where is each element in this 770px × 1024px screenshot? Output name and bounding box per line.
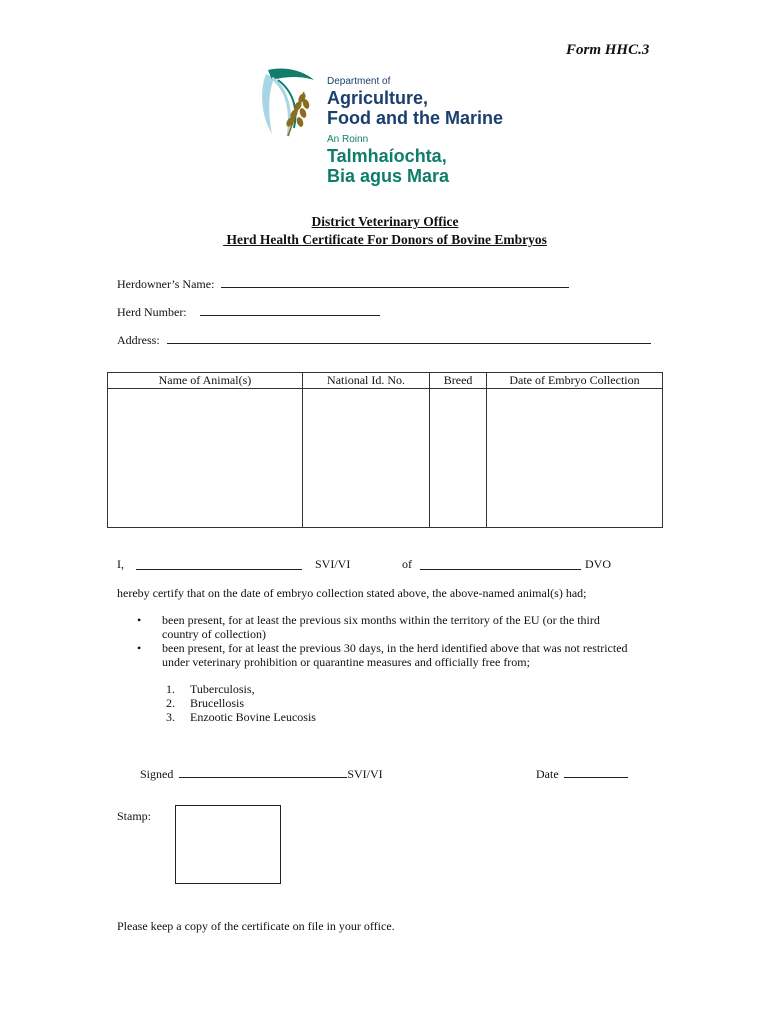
breed-cell[interactable]	[430, 389, 487, 528]
logo-line-5: Talmhaíochta,	[327, 146, 447, 166]
national-id-cell[interactable]	[302, 389, 429, 528]
disease-number: 1.	[166, 682, 175, 696]
col-id-header: National Id. No.	[302, 373, 429, 389]
department-logo	[258, 64, 324, 149]
stamp-box[interactable]	[175, 805, 281, 884]
collection-date-cell[interactable]	[486, 389, 662, 528]
list-item	[166, 710, 316, 724]
col-date-header: Date of Embryo Collection	[486, 373, 662, 389]
animal-name-cell[interactable]	[108, 389, 303, 528]
logo-line-4: An Roinn	[327, 134, 369, 145]
disease-name: Enzootic Bovine Leucosis	[190, 710, 316, 724]
disease-name: Brucellosis	[190, 696, 244, 710]
list-item: • been present, for at least the previous 30 days, in the herd identified above that was not restricted under veterinary prohibition or quarantine measures and officially free from;	[117, 641, 637, 669]
disease-number: 2.	[166, 696, 175, 710]
address-label: Address:	[117, 333, 160, 347]
herdowner-input[interactable]	[221, 276, 569, 288]
list-item	[166, 682, 316, 696]
signed-label: Signed	[140, 767, 174, 781]
herdowner-row	[117, 276, 569, 292]
vet-name-input[interactable]	[136, 558, 302, 570]
conditions-list	[117, 613, 637, 669]
wheat-logo-icon	[258, 64, 324, 144]
table-header-row	[108, 373, 663, 389]
herd-number-row	[117, 304, 380, 320]
form-id: Form HHC.3	[566, 42, 650, 58]
list-item	[166, 696, 316, 710]
animals-table	[107, 372, 663, 528]
disease-name: Tuberculosis,	[190, 682, 255, 696]
list-item: • been present, for at least the previous six months within the territory of the EU (or the third country of collection)	[117, 613, 637, 641]
herd-number-label: Herd Number:	[117, 305, 187, 319]
dvo-label: DVO	[585, 557, 611, 571]
signed-svi-label: SVI/VI	[347, 767, 383, 781]
herd-number-input[interactable]	[200, 304, 380, 316]
address-row	[117, 332, 651, 348]
date-row	[536, 766, 628, 782]
signed-row	[140, 766, 383, 782]
logo-line-2: Agriculture,	[327, 88, 429, 108]
col-name-header: Name of Animal(s)	[108, 373, 303, 389]
certify-statement: hereby certify that on the date of embryo collection stated above, the above-named animal(s) had;	[117, 586, 587, 600]
of-label: of	[402, 557, 412, 571]
svi-label: SVI/VI	[315, 557, 351, 571]
date-input[interactable]	[564, 766, 628, 778]
disease-list	[166, 682, 316, 724]
col-breed-header: Breed	[430, 373, 487, 389]
logo-line-6: Bia agus Mara	[327, 166, 450, 186]
i-label: I,	[117, 557, 124, 571]
dvo-input[interactable]	[420, 558, 581, 570]
herdowner-label: Herdowner’s Name:	[117, 277, 215, 291]
certificate-title: Herd Health Certificate For Donors of Bovine Embryos	[223, 232, 547, 247]
signature-input[interactable]	[179, 766, 347, 778]
footer-note: Please keep a copy of the certificate on file in your office.	[117, 919, 395, 933]
table-row	[108, 389, 663, 528]
address-input[interactable]	[167, 332, 651, 344]
logo-line-3: Food and the Marine	[327, 108, 504, 128]
office-title: District Veterinary Office	[311, 214, 459, 229]
department-name	[327, 76, 503, 186]
date-label: Date	[536, 767, 559, 781]
stamp-label: Stamp:	[117, 809, 152, 823]
logo-line-1: Department of	[327, 76, 391, 87]
disease-number: 3.	[166, 710, 175, 724]
